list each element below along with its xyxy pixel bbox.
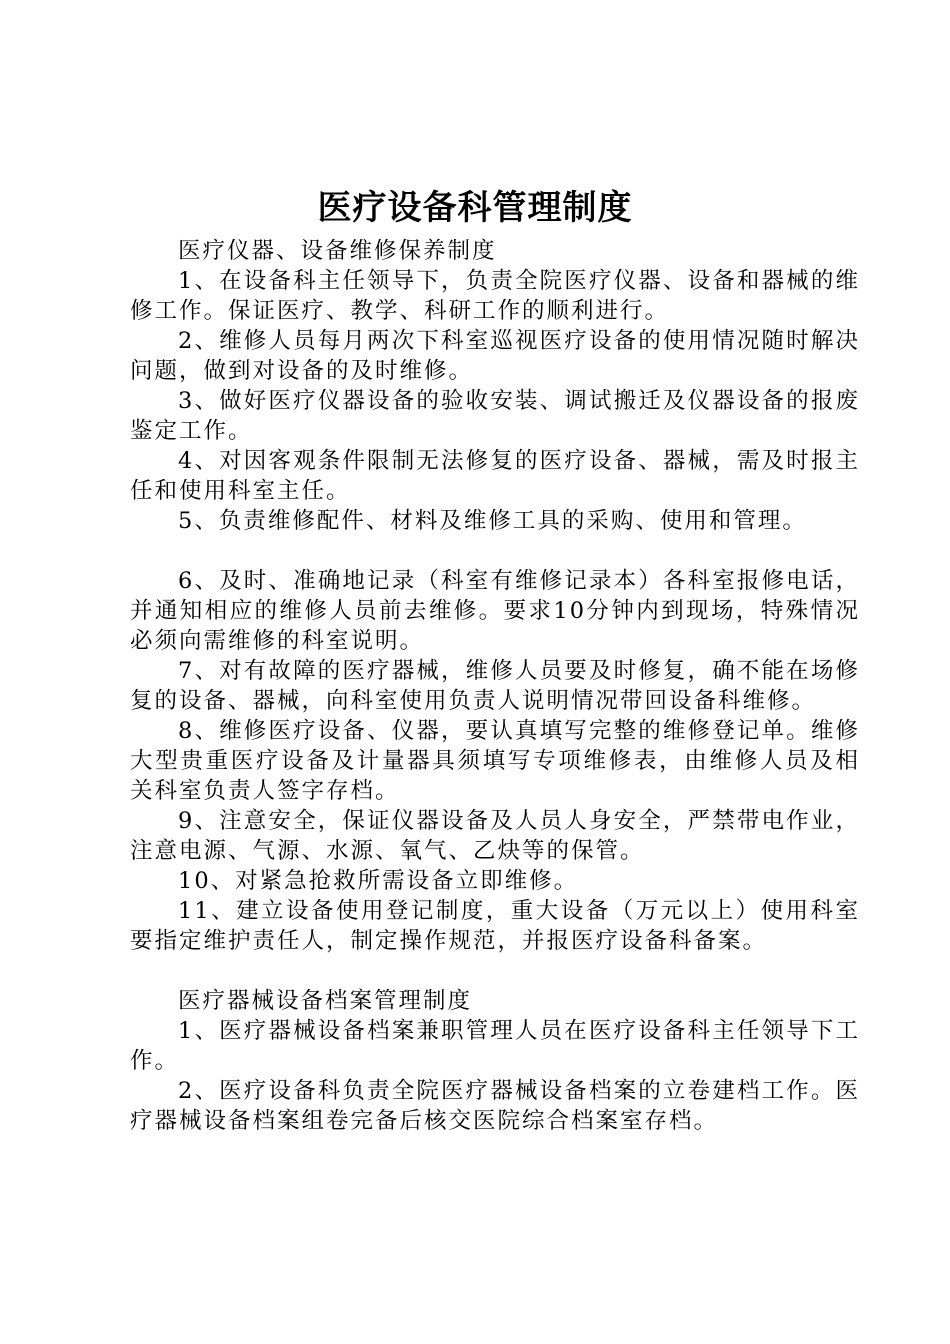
repair-item-8: 8、维修医疗设备、仪器，要认真填写完整的维修登记单。维修大型贵重医疗设备及计量器具须填写专项维修表，由维修人员及相关科室负责人签字存档。 (130, 718, 860, 804)
section-heading-repair: 医疗仪器、设备维修保养制度 (178, 238, 497, 264)
section-heading-archive: 医疗器械设备档案管理制度 (178, 988, 473, 1014)
repair-item-1: 1、在设备科主任领导下，负责全院医疗仪器、设备和器械的维修工作。保证医疗、教学、科研工作的顺利进行。 (130, 268, 860, 324)
repair-item-5: 5、负责维修配件、材料及维修工具的采购、使用和管理。 (178, 508, 807, 534)
archive-item-2: 2、医疗设备科负责全院医疗器械设备档案的立卷建档工作。医疗器械设备档案组卷完备后核交医院综合档案室存档。 (130, 1078, 860, 1134)
repair-item-7: 7、对有故障的医疗器械，维修人员要及时修复，确不能在场修复的设备、器械，向科室使用负责人说明情况带回设备科维修。 (130, 658, 860, 714)
repair-item-11: 11、建立设备使用登记制度，重大设备（万元以上）使用科室要指定维护责任人，制定操作规范，并报医疗设备科备案。 (130, 898, 860, 954)
repair-item-4: 4、对因客观条件限制无法修复的医疗设备、器械，需及时报主任和使用科室主任。 (130, 448, 860, 504)
document-title: 医疗设备科管理制度 (317, 188, 633, 228)
document-body (130, 236, 860, 1136)
repair-item-9: 9、注意安全，保证仪器设备及人员人身安全，严禁带电作业，注意电源、气源、水源、氧气、乙炔等的保管。 (130, 808, 860, 864)
paragraph-spacer (130, 536, 860, 566)
archive-item-1: 1、医疗器械设备档案兼职管理人员在医疗设备科主任领导下工作。 (130, 1018, 860, 1074)
repair-item-6: 6、及时、准确地记录（科室有维修记录本）各科室报修电话，并通知相应的维修人员前去维修。要求10分钟内到现场，特殊情况必须向需维修的科室说明。 (130, 568, 860, 654)
repair-item-10: 10、对紧急抢救所需设备立即维修。 (178, 868, 579, 894)
repair-item-2: 2、维修人员每月两次下科室巡视医疗设备的使用情况随时解决问题，做到对设备的及时维修。 (130, 328, 860, 384)
repair-item-3: 3、做好医疗仪器设备的验收安装、调试搬迁及仪器设备的报废鉴定工作。 (130, 388, 860, 444)
paragraph-spacer (130, 956, 860, 986)
